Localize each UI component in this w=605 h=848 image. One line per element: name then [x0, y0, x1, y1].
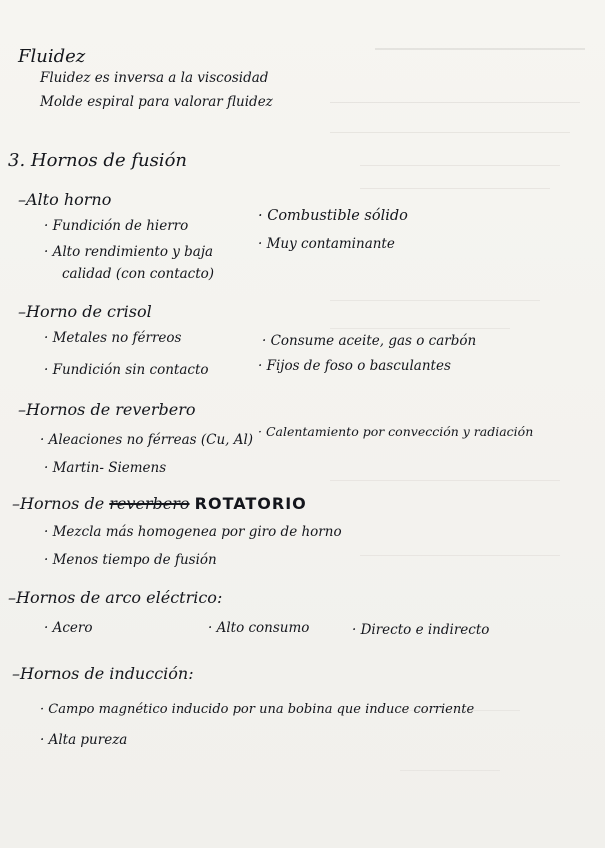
- rotatorio-item: · Mezcla más homogenea por giro de horno: [44, 524, 342, 540]
- rotatorio-title: [12, 494, 307, 513]
- induccion-title: –Hornos de inducción:: [12, 664, 194, 683]
- alto-horno-title: –Alto horno: [18, 190, 112, 209]
- rotatorio-title-prefix: –Hornos de: [12, 494, 105, 513]
- arco-title: –Hornos de arco eléctrico:: [8, 588, 223, 607]
- arco-item: · Directo e indirecto: [352, 622, 490, 638]
- crisol-item: · Fundición sin contacto: [44, 362, 209, 378]
- reverbero-item: · Calentamiento por convección y radiación: [258, 424, 534, 439]
- crisol-title: –Horno de crisol: [18, 302, 152, 321]
- arco-item: · Alto consumo: [208, 620, 310, 636]
- reverbero-item: · Aleaciones no férreas (Cu, Al): [40, 432, 254, 448]
- crisol-item: · Fijos de foso o basculantes: [258, 358, 451, 374]
- section-heading: 3. Hornos de fusión: [8, 150, 187, 171]
- alto-horno-item: · Muy contaminante: [258, 236, 395, 252]
- rotatorio-item: · Menos tiempo de fusión: [44, 552, 217, 568]
- crisol-item: · Consume aceite, gas o carbón: [262, 333, 477, 349]
- crisol-item: · Metales no férreos: [44, 330, 182, 346]
- arco-item: · Acero: [44, 620, 93, 636]
- alto-horno-item: · Fundición de hierro: [44, 218, 189, 234]
- induccion-item: · Alta pureza: [40, 732, 128, 748]
- rotatorio-title-suffix: ROTATORIO: [194, 494, 307, 513]
- rotatorio-struck-word: reverbero: [109, 494, 190, 513]
- induccion-item: · Campo magnético inducido por una bobina que induce corriente: [40, 702, 475, 717]
- alto-horno-item: · Combustible sólido: [258, 208, 408, 224]
- alto-horno-item: · Alto rendimiento y baja: [44, 244, 214, 260]
- fluidez-title: Fluidez: [18, 46, 86, 67]
- reverbero-title: –Hornos de reverbero: [18, 400, 196, 419]
- fluidez-line-2: Molde espiral para valorar fluidez: [40, 94, 273, 110]
- alto-horno-item: calidad (con contacto): [62, 266, 215, 282]
- reverbero-item: · Martin- Siemens: [44, 460, 167, 476]
- fluidez-line-1: Fluidez es inversa a la viscosidad: [40, 70, 269, 86]
